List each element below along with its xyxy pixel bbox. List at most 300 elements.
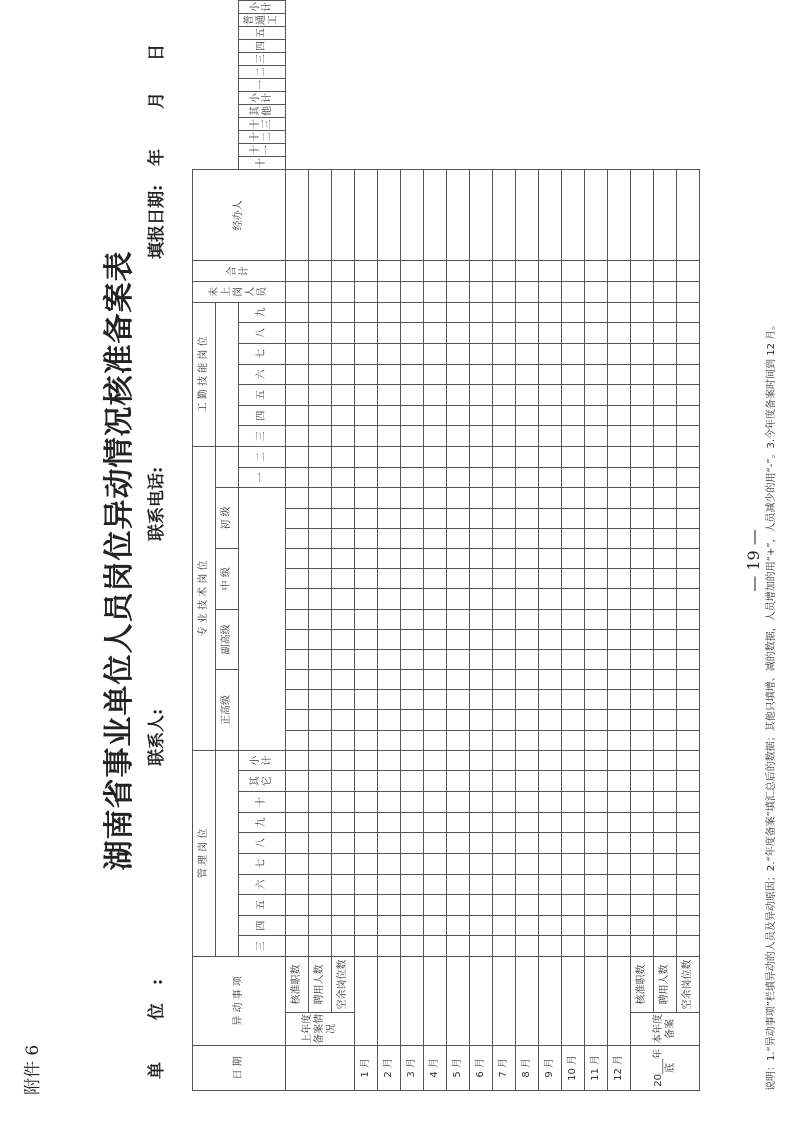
data-cell[interactable]	[378, 936, 401, 957]
data-cell[interactable]	[654, 690, 677, 710]
data-cell[interactable]	[378, 569, 401, 589]
data-cell[interactable]	[447, 426, 470, 447]
data-cell[interactable]	[470, 730, 493, 750]
data-cell[interactable]	[355, 467, 378, 488]
data-cell[interactable]	[470, 364, 493, 385]
data-cell[interactable]	[539, 364, 562, 385]
data-cell[interactable]	[608, 385, 631, 406]
data-cell[interactable]	[493, 405, 516, 426]
data-cell[interactable]	[355, 895, 378, 916]
data-cell[interactable]	[516, 508, 539, 528]
data-cell[interactable]	[539, 629, 562, 649]
data-cell[interactable]	[677, 569, 700, 589]
data-cell[interactable]	[608, 447, 631, 468]
data-cell[interactable]	[470, 343, 493, 364]
data-cell[interactable]	[401, 385, 424, 406]
data-cell[interactable]	[677, 467, 700, 488]
data-cell[interactable]	[424, 302, 447, 323]
data-cell[interactable]	[585, 670, 608, 690]
data-cell[interactable]	[332, 508, 355, 528]
data-cell[interactable]	[332, 488, 355, 508]
data-cell[interactable]	[631, 690, 654, 710]
data-cell[interactable]	[562, 629, 585, 649]
data-cell[interactable]	[378, 385, 401, 406]
data-cell[interactable]	[447, 589, 470, 609]
data-cell[interactable]	[493, 853, 516, 874]
data-cell[interactable]	[493, 874, 516, 895]
data-cell[interactable]	[401, 323, 424, 344]
change-cell[interactable]	[608, 957, 631, 1046]
data-cell[interactable]	[401, 405, 424, 426]
data-cell[interactable]	[539, 447, 562, 468]
data-cell[interactable]	[309, 936, 332, 957]
data-cell[interactable]	[470, 812, 493, 833]
data-cell[interactable]	[447, 629, 470, 649]
data-cell[interactable]	[309, 589, 332, 609]
data-cell[interactable]	[424, 528, 447, 548]
data-cell[interactable]	[562, 649, 585, 669]
data-cell[interactable]	[286, 508, 309, 528]
data-cell[interactable]	[355, 528, 378, 548]
data-cell[interactable]	[470, 690, 493, 710]
data-cell[interactable]	[585, 874, 608, 895]
change-cell[interactable]	[355, 957, 378, 1046]
data-cell[interactable]	[493, 528, 516, 548]
data-cell[interactable]	[447, 915, 470, 936]
data-cell[interactable]	[493, 915, 516, 936]
data-cell[interactable]	[516, 710, 539, 730]
data-cell[interactable]	[332, 936, 355, 957]
data-cell[interactable]	[378, 895, 401, 916]
data-cell[interactable]	[516, 690, 539, 710]
data-cell[interactable]	[424, 750, 447, 771]
data-cell[interactable]	[539, 488, 562, 508]
data-cell[interactable]	[677, 323, 700, 344]
data-cell[interactable]	[562, 853, 585, 874]
data-cell[interactable]	[631, 488, 654, 508]
data-cell[interactable]	[654, 670, 677, 690]
data-cell[interactable]	[286, 710, 309, 730]
data-cell[interactable]	[562, 343, 585, 364]
data-cell[interactable]	[608, 589, 631, 609]
change-cell[interactable]	[585, 957, 608, 1046]
data-cell[interactable]	[355, 569, 378, 589]
data-cell[interactable]	[631, 670, 654, 690]
data-cell[interactable]	[309, 323, 332, 344]
data-cell[interactable]	[562, 569, 585, 589]
data-cell[interactable]	[493, 589, 516, 609]
data-cell[interactable]	[516, 426, 539, 447]
data-cell[interactable]	[355, 426, 378, 447]
data-cell[interactable]	[470, 629, 493, 649]
data-cell[interactable]	[631, 343, 654, 364]
data-cell[interactable]	[447, 609, 470, 629]
data-cell[interactable]	[585, 528, 608, 548]
data-cell[interactable]	[447, 750, 470, 771]
data-cell[interactable]	[332, 569, 355, 589]
data-cell[interactable]	[332, 261, 355, 282]
data-cell[interactable]	[470, 874, 493, 895]
data-cell[interactable]	[608, 833, 631, 854]
data-cell[interactable]	[401, 343, 424, 364]
data-cell[interactable]	[608, 609, 631, 629]
data-cell[interactable]	[355, 670, 378, 690]
data-cell[interactable]	[677, 170, 700, 261]
data-cell[interactable]	[631, 629, 654, 649]
data-cell[interactable]	[401, 915, 424, 936]
data-cell[interactable]	[608, 170, 631, 261]
data-cell[interactable]	[608, 730, 631, 750]
data-cell[interactable]	[378, 302, 401, 323]
data-cell[interactable]	[470, 589, 493, 609]
data-cell[interactable]	[447, 447, 470, 468]
data-cell[interactable]	[585, 936, 608, 957]
data-cell[interactable]	[378, 812, 401, 833]
data-cell[interactable]	[378, 426, 401, 447]
data-cell[interactable]	[424, 812, 447, 833]
data-cell[interactable]	[516, 792, 539, 813]
data-cell[interactable]	[516, 528, 539, 548]
data-cell[interactable]	[654, 649, 677, 669]
data-cell[interactable]	[654, 488, 677, 508]
data-cell[interactable]	[539, 405, 562, 426]
data-cell[interactable]	[654, 447, 677, 468]
data-cell[interactable]	[424, 548, 447, 568]
data-cell[interactable]	[539, 385, 562, 406]
data-cell[interactable]	[470, 670, 493, 690]
data-cell[interactable]	[493, 649, 516, 669]
data-cell[interactable]	[470, 426, 493, 447]
data-cell[interactable]	[677, 508, 700, 528]
data-cell[interactable]	[378, 670, 401, 690]
data-cell[interactable]	[631, 447, 654, 468]
data-cell[interactable]	[608, 670, 631, 690]
data-cell[interactable]	[470, 569, 493, 589]
data-cell[interactable]	[286, 364, 309, 385]
data-cell[interactable]	[286, 528, 309, 548]
data-cell[interactable]	[309, 447, 332, 468]
data-cell[interactable]	[562, 170, 585, 261]
data-cell[interactable]	[424, 447, 447, 468]
data-cell[interactable]	[401, 649, 424, 669]
data-cell[interactable]	[585, 385, 608, 406]
data-cell[interactable]	[309, 629, 332, 649]
data-cell[interactable]	[493, 670, 516, 690]
data-cell[interactable]	[332, 730, 355, 750]
data-cell[interactable]	[401, 690, 424, 710]
data-cell[interactable]	[654, 853, 677, 874]
change-cell[interactable]	[401, 957, 424, 1046]
data-cell[interactable]	[355, 874, 378, 895]
data-cell[interactable]	[286, 569, 309, 589]
data-cell[interactable]	[493, 447, 516, 468]
data-cell[interactable]	[470, 323, 493, 344]
data-cell[interactable]	[401, 569, 424, 589]
data-cell[interactable]	[493, 508, 516, 528]
data-cell[interactable]	[401, 261, 424, 282]
data-cell[interactable]	[562, 426, 585, 447]
data-cell[interactable]	[516, 343, 539, 364]
data-cell[interactable]	[677, 690, 700, 710]
data-cell[interactable]	[424, 323, 447, 344]
data-cell[interactable]	[355, 812, 378, 833]
change-cell[interactable]	[424, 957, 447, 1046]
data-cell[interactable]	[378, 792, 401, 813]
data-cell[interactable]	[585, 895, 608, 916]
change-cell[interactable]	[516, 957, 539, 1046]
data-cell[interactable]	[286, 282, 309, 303]
data-cell[interactable]	[424, 874, 447, 895]
data-cell[interactable]	[470, 302, 493, 323]
data-cell[interactable]	[378, 405, 401, 426]
data-cell[interactable]	[378, 853, 401, 874]
data-cell[interactable]	[608, 812, 631, 833]
data-cell[interactable]	[424, 589, 447, 609]
data-cell[interactable]	[539, 690, 562, 710]
data-cell[interactable]	[631, 730, 654, 750]
data-cell[interactable]	[677, 874, 700, 895]
data-cell[interactable]	[493, 750, 516, 771]
data-cell[interactable]	[562, 323, 585, 344]
data-cell[interactable]	[447, 853, 470, 874]
data-cell[interactable]	[562, 589, 585, 609]
data-cell[interactable]	[516, 548, 539, 568]
data-cell[interactable]	[631, 261, 654, 282]
data-cell[interactable]	[378, 508, 401, 528]
data-cell[interactable]	[378, 467, 401, 488]
data-cell[interactable]	[562, 936, 585, 957]
data-cell[interactable]	[585, 589, 608, 609]
data-cell[interactable]	[332, 670, 355, 690]
data-cell[interactable]	[585, 467, 608, 488]
data-cell[interactable]	[378, 874, 401, 895]
data-cell[interactable]	[654, 629, 677, 649]
data-cell[interactable]	[332, 302, 355, 323]
data-cell[interactable]	[608, 569, 631, 589]
data-cell[interactable]	[493, 812, 516, 833]
data-cell[interactable]	[539, 649, 562, 669]
data-cell[interactable]	[355, 771, 378, 792]
data-cell[interactable]	[654, 730, 677, 750]
data-cell[interactable]	[286, 426, 309, 447]
data-cell[interactable]	[286, 833, 309, 854]
data-cell[interactable]	[677, 528, 700, 548]
data-cell[interactable]	[401, 874, 424, 895]
data-cell[interactable]	[378, 528, 401, 548]
data-cell[interactable]	[309, 833, 332, 854]
data-cell[interactable]	[309, 853, 332, 874]
data-cell[interactable]	[332, 915, 355, 936]
data-cell[interactable]	[585, 569, 608, 589]
data-cell[interactable]	[424, 895, 447, 916]
data-cell[interactable]	[677, 447, 700, 468]
data-cell[interactable]	[401, 812, 424, 833]
data-cell[interactable]	[332, 649, 355, 669]
data-cell[interactable]	[401, 833, 424, 854]
data-cell[interactable]	[585, 548, 608, 568]
data-cell[interactable]	[539, 261, 562, 282]
data-cell[interactable]	[355, 629, 378, 649]
change-cell[interactable]	[493, 957, 516, 1046]
data-cell[interactable]	[516, 915, 539, 936]
change-cell[interactable]	[447, 957, 470, 1046]
data-cell[interactable]	[608, 710, 631, 730]
data-cell[interactable]	[447, 730, 470, 750]
data-cell[interactable]	[654, 589, 677, 609]
data-cell[interactable]	[447, 302, 470, 323]
data-cell[interactable]	[286, 447, 309, 468]
data-cell[interactable]	[309, 261, 332, 282]
data-cell[interactable]	[493, 261, 516, 282]
data-cell[interactable]	[378, 750, 401, 771]
data-cell[interactable]	[562, 548, 585, 568]
data-cell[interactable]	[585, 771, 608, 792]
data-cell[interactable]	[631, 467, 654, 488]
data-cell[interactable]	[424, 915, 447, 936]
data-cell[interactable]	[631, 710, 654, 730]
data-cell[interactable]	[309, 874, 332, 895]
data-cell[interactable]	[539, 302, 562, 323]
data-cell[interactable]	[355, 609, 378, 629]
data-cell[interactable]	[493, 302, 516, 323]
data-cell[interactable]	[447, 508, 470, 528]
data-cell[interactable]	[424, 508, 447, 528]
data-cell[interactable]	[424, 405, 447, 426]
data-cell[interactable]	[677, 895, 700, 916]
data-cell[interactable]	[286, 690, 309, 710]
data-cell[interactable]	[493, 170, 516, 261]
data-cell[interactable]	[309, 488, 332, 508]
data-cell[interactable]	[654, 508, 677, 528]
data-cell[interactable]	[539, 915, 562, 936]
data-cell[interactable]	[539, 670, 562, 690]
data-cell[interactable]	[401, 170, 424, 261]
data-cell[interactable]	[654, 569, 677, 589]
data-cell[interactable]	[631, 792, 654, 813]
data-cell[interactable]	[539, 771, 562, 792]
data-cell[interactable]	[286, 771, 309, 792]
data-cell[interactable]	[447, 364, 470, 385]
data-cell[interactable]	[516, 405, 539, 426]
data-cell[interactable]	[286, 730, 309, 750]
data-cell[interactable]	[378, 343, 401, 364]
data-cell[interactable]	[470, 792, 493, 813]
data-cell[interactable]	[631, 853, 654, 874]
data-cell[interactable]	[608, 915, 631, 936]
data-cell[interactable]	[677, 282, 700, 303]
data-cell[interactable]	[654, 895, 677, 916]
data-cell[interactable]	[447, 405, 470, 426]
data-cell[interactable]	[539, 282, 562, 303]
data-cell[interactable]	[585, 915, 608, 936]
data-cell[interactable]	[654, 548, 677, 568]
data-cell[interactable]	[562, 282, 585, 303]
data-cell[interactable]	[585, 710, 608, 730]
data-cell[interactable]	[401, 589, 424, 609]
data-cell[interactable]	[401, 750, 424, 771]
data-cell[interactable]	[493, 833, 516, 854]
data-cell[interactable]	[562, 874, 585, 895]
data-cell[interactable]	[493, 467, 516, 488]
data-cell[interactable]	[585, 170, 608, 261]
data-cell[interactable]	[516, 447, 539, 468]
data-cell[interactable]	[493, 548, 516, 568]
data-cell[interactable]	[585, 405, 608, 426]
data-cell[interactable]	[516, 261, 539, 282]
data-cell[interactable]	[355, 170, 378, 261]
data-cell[interactable]	[309, 364, 332, 385]
data-cell[interactable]	[332, 548, 355, 568]
data-cell[interactable]	[355, 750, 378, 771]
data-cell[interactable]	[355, 508, 378, 528]
data-cell[interactable]	[585, 447, 608, 468]
data-cell[interactable]	[631, 282, 654, 303]
data-cell[interactable]	[332, 609, 355, 629]
data-cell[interactable]	[585, 812, 608, 833]
data-cell[interactable]	[585, 508, 608, 528]
data-cell[interactable]	[447, 548, 470, 568]
data-cell[interactable]	[309, 170, 332, 261]
data-cell[interactable]	[493, 609, 516, 629]
data-cell[interactable]	[424, 569, 447, 589]
data-cell[interactable]	[470, 467, 493, 488]
data-cell[interactable]	[654, 812, 677, 833]
data-cell[interactable]	[493, 343, 516, 364]
data-cell[interactable]	[378, 589, 401, 609]
data-cell[interactable]	[355, 833, 378, 854]
data-cell[interactable]	[378, 609, 401, 629]
data-cell[interactable]	[608, 629, 631, 649]
data-cell[interactable]	[608, 282, 631, 303]
data-cell[interactable]	[608, 405, 631, 426]
data-cell[interactable]	[562, 771, 585, 792]
data-cell[interactable]	[493, 364, 516, 385]
data-cell[interactable]	[677, 915, 700, 936]
data-cell[interactable]	[424, 710, 447, 730]
data-cell[interactable]	[562, 528, 585, 548]
data-cell[interactable]	[677, 261, 700, 282]
data-cell[interactable]	[401, 467, 424, 488]
data-cell[interactable]	[654, 302, 677, 323]
data-cell[interactable]	[677, 302, 700, 323]
data-cell[interactable]	[516, 649, 539, 669]
data-cell[interactable]	[447, 895, 470, 916]
change-cell[interactable]	[539, 957, 562, 1046]
data-cell[interactable]	[447, 670, 470, 690]
data-cell[interactable]	[677, 385, 700, 406]
data-cell[interactable]	[401, 853, 424, 874]
data-cell[interactable]	[470, 282, 493, 303]
data-cell[interactable]	[309, 467, 332, 488]
data-cell[interactable]	[562, 261, 585, 282]
data-cell[interactable]	[631, 302, 654, 323]
data-cell[interactable]	[332, 750, 355, 771]
data-cell[interactable]	[539, 936, 562, 957]
data-cell[interactable]	[516, 302, 539, 323]
data-cell[interactable]	[631, 364, 654, 385]
data-cell[interactable]	[562, 895, 585, 916]
data-cell[interactable]	[401, 771, 424, 792]
data-cell[interactable]	[631, 812, 654, 833]
data-cell[interactable]	[401, 936, 424, 957]
data-cell[interactable]	[447, 936, 470, 957]
data-cell[interactable]	[309, 792, 332, 813]
data-cell[interactable]	[424, 343, 447, 364]
data-cell[interactable]	[631, 649, 654, 669]
data-cell[interactable]	[355, 405, 378, 426]
data-cell[interactable]	[286, 936, 309, 957]
data-cell[interactable]	[332, 792, 355, 813]
